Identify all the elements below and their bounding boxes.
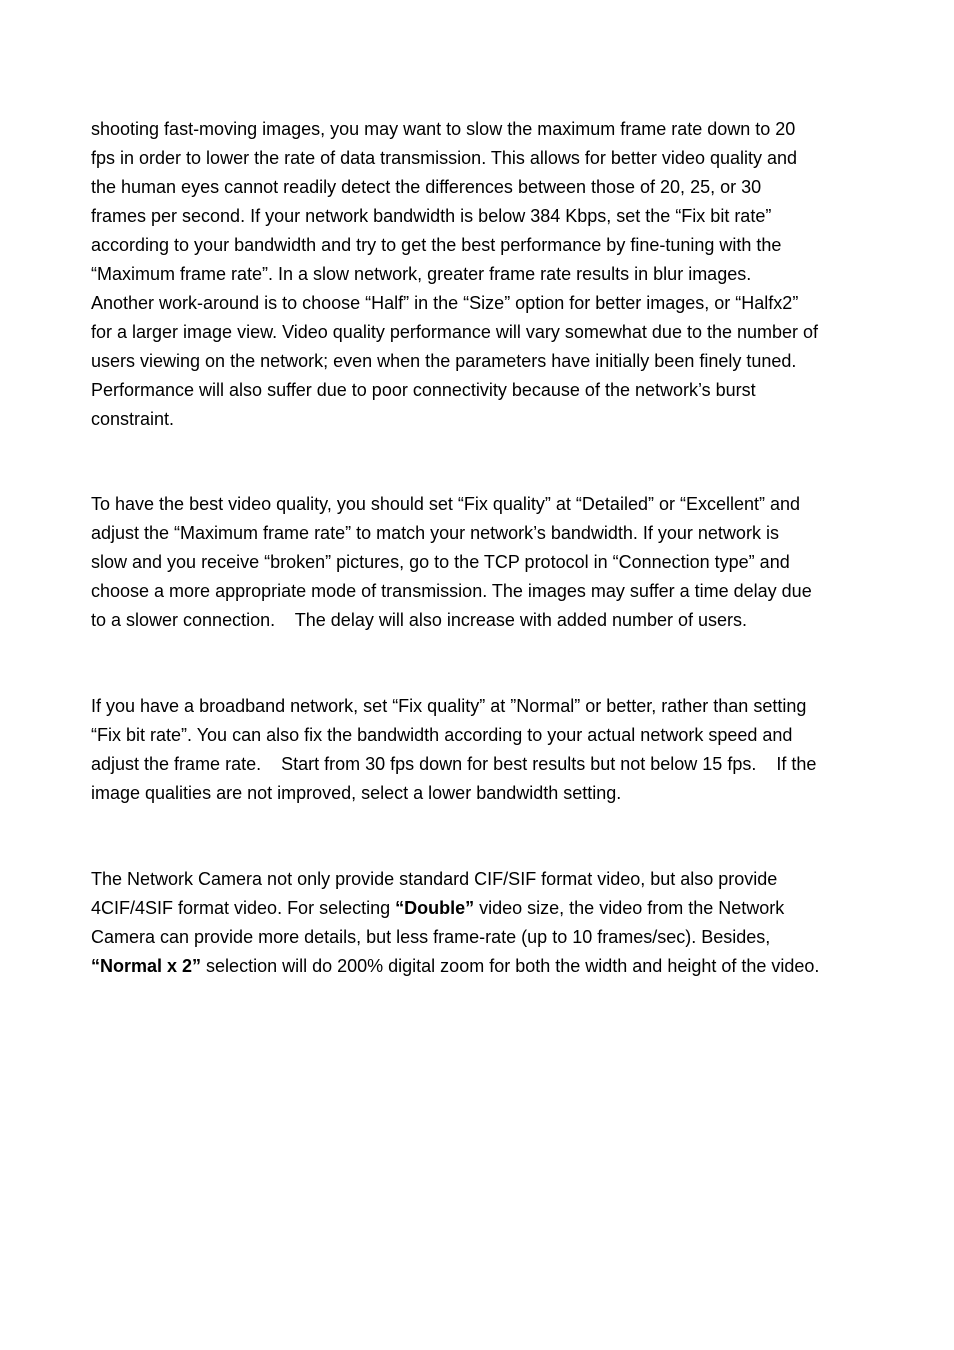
text-line: to a slower connection. The delay will also increase with added number of users.	[91, 610, 748, 630]
text-line	[91, 952, 866, 981]
text-line: adjust the frame rate. Start from 30 fps down for best results but not below 15 fps. If the	[91, 754, 817, 774]
text-line: “Fix bit rate”. You can also fix the bandwidth according to your actual network speed and	[91, 725, 793, 745]
paragraph-best-quality	[91, 490, 866, 635]
text-segment: video size, the video from the Network	[474, 898, 785, 918]
paragraph-frame-rate	[91, 115, 866, 434]
paragraph-broadband	[91, 692, 866, 808]
text-line: choose a more appropriate mode of transmission. The images may suffer a time delay due	[91, 581, 812, 601]
text-line: To have the best video quality, you should set “Fix quality” at “Detailed” or “Excellent” and	[91, 494, 801, 514]
text-line: Camera can provide more details, but less frame-rate (up to 10 frames/sec). Besides,	[91, 927, 771, 947]
text-line: Performance will also suffer due to poor connectivity because of the network’s burst	[91, 380, 756, 400]
text-line: shooting fast-moving images, you may want to slow the maximum frame rate down to 20	[91, 119, 796, 139]
bold-term-normal-x2: “Normal x 2”	[91, 956, 202, 976]
bold-term-double: “Double”	[395, 898, 475, 918]
text-line: according to your bandwidth and try to get the best performance by fine-tuning with the	[91, 235, 782, 255]
text-line: fps in order to lower the rate of data transmission. This allows for better video quality and	[91, 148, 798, 168]
text-line: Another work-around is to choose “Half” in the “Size” option for better images, or “Halfx2”	[91, 293, 799, 313]
text-line: the human eyes cannot readily detect the differences between those of 20, 25, or 30	[91, 177, 762, 197]
text-line: “Maximum frame rate”. In a slow network, greater frame rate results in blur images.	[91, 264, 752, 284]
text-line	[91, 894, 866, 923]
text-line: constraint.	[91, 409, 175, 429]
text-segment: 4CIF/4SIF format video. For selecting	[91, 898, 396, 918]
text-line: adjust the “Maximum frame rate” to match your network’s bandwidth. If your network is	[91, 523, 779, 543]
text-line: frames per second. If your network bandwidth is below 384 Kbps, set the “Fix bit rate”	[91, 206, 772, 226]
text-segment: selection will do 200% digital zoom for both the width and height of the video.	[201, 956, 820, 976]
text-line: slow and you receive “broken” pictures, go to the TCP protocol in “Connection type” and	[91, 552, 790, 572]
text-line: The Network Camera not only provide standard CIF/SIF format video, but also provide	[91, 869, 778, 889]
paragraph-video-format	[91, 865, 866, 981]
text-line: If you have a broadband network, set “Fix quality” at ”Normal” or better, rather than setting	[91, 696, 807, 716]
text-line: users viewing on the network; even when the parameters have initially been finely tuned.	[91, 351, 797, 371]
text-line: image qualities are not improved, select a lower bandwidth setting.	[91, 783, 622, 803]
text-line: for a larger image view. Video quality performance will vary somewhat due to the number of	[91, 322, 819, 342]
